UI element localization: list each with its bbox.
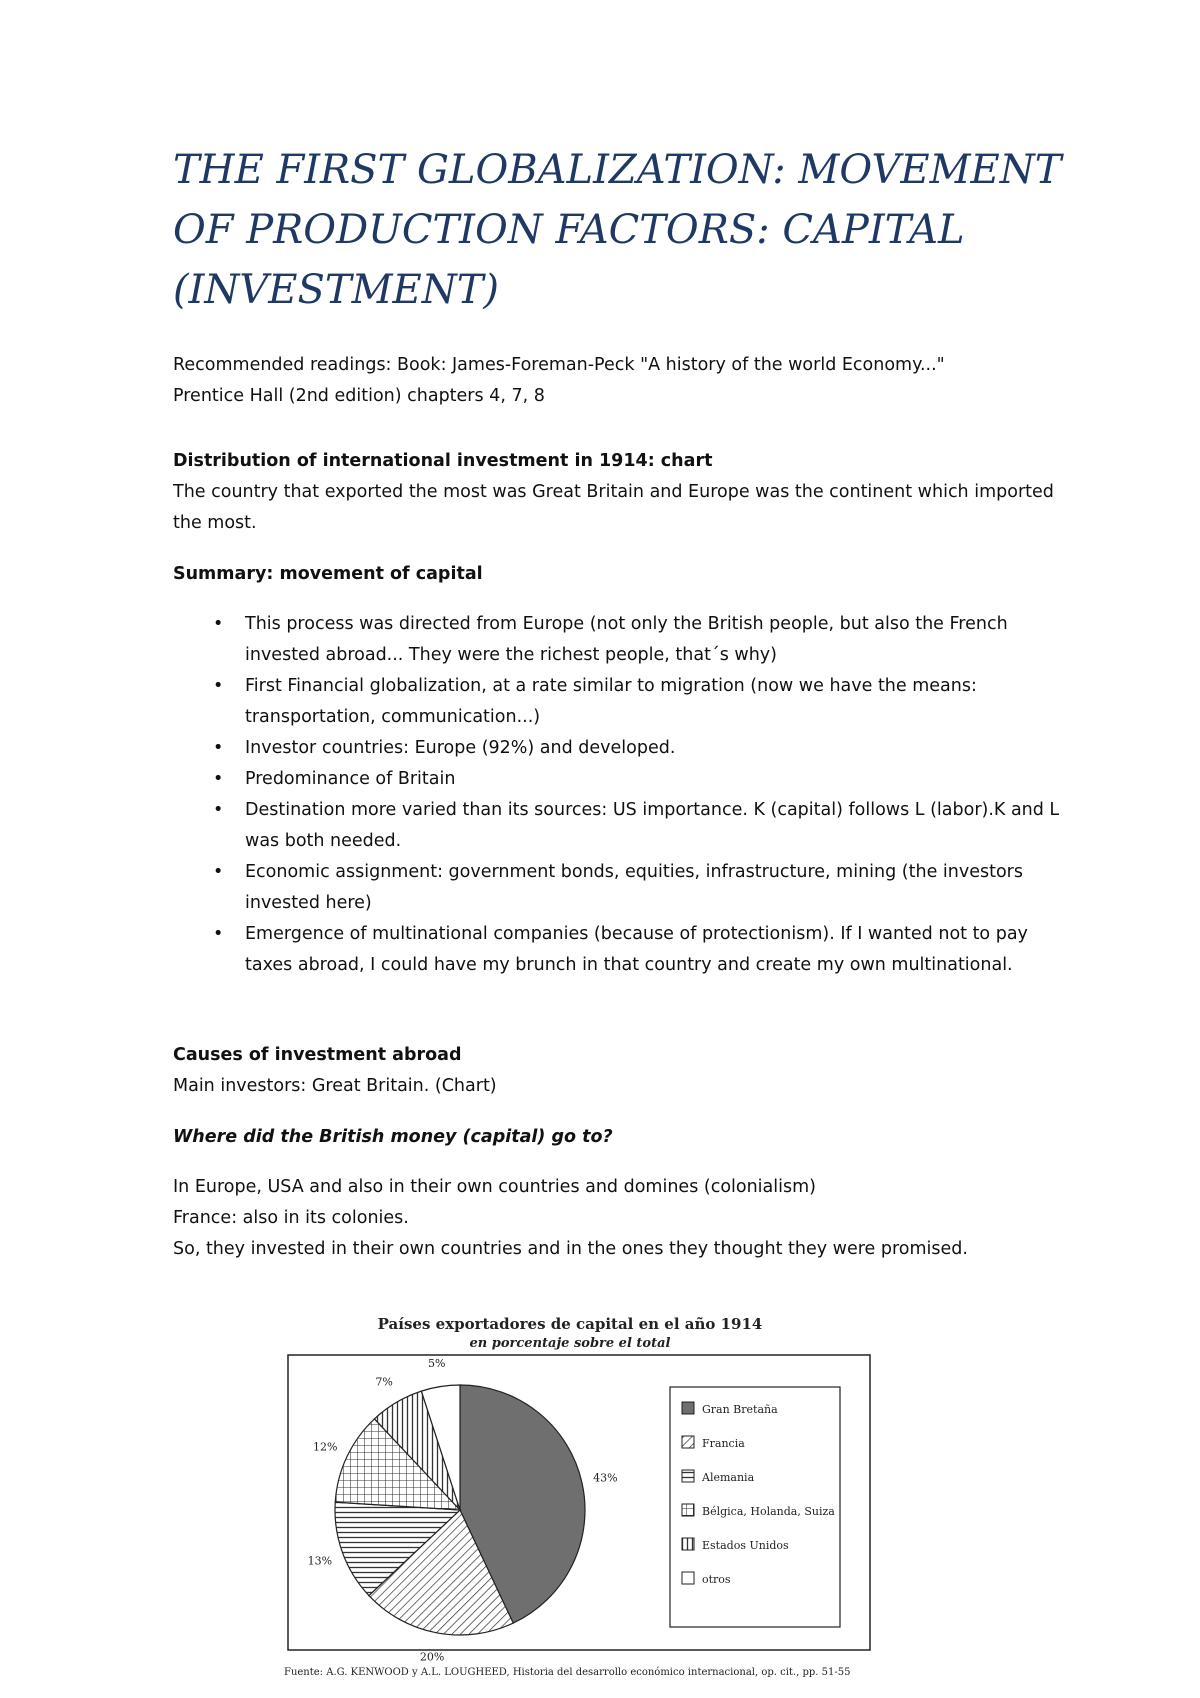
readings-line-1: Recommended readings: Book: James-Foreman-Peck "A history of the world Economy..." bbox=[173, 355, 945, 375]
legend-swatch bbox=[682, 1402, 694, 1414]
where-line-2: France: also in its colonies. bbox=[173, 1208, 409, 1228]
slice-label: 43% bbox=[593, 1471, 618, 1485]
slice-label: 12% bbox=[312, 1440, 338, 1454]
list-item: • Predominance of Britain bbox=[173, 764, 1073, 795]
summary-heading: Summary: movement of capital bbox=[173, 564, 483, 584]
legend-swatch bbox=[682, 1572, 694, 1584]
causes-heading: Causes of investment abroad bbox=[173, 1045, 462, 1065]
chart-subtitle: en porcentaje sobre el total bbox=[469, 1336, 671, 1351]
legend-label: Alemania bbox=[702, 1471, 755, 1484]
list-item: • Economic assignment: government bonds, equities, infrastructure, mining (the investors invested here) bbox=[173, 857, 1073, 919]
list-item: • Investor countries: Europe (92%) and developed. bbox=[173, 733, 1073, 764]
legend-swatch bbox=[682, 1538, 694, 1550]
chart-source: Fuente: A.G. KENWOOD y A.L. LOUGHEED, Historia del desarrollo económico internacional, op. cit., pp. 51-55 bbox=[284, 1667, 851, 1678]
legend-label: otros bbox=[702, 1573, 731, 1586]
legend-swatch bbox=[682, 1436, 694, 1448]
distribution-section bbox=[173, 446, 1073, 539]
causes-text: Main investors: Great Britain. (Chart) bbox=[173, 1076, 497, 1096]
legend-label: Estados Unidos bbox=[702, 1539, 789, 1552]
legend-label: Gran Bretaña bbox=[702, 1403, 778, 1416]
summary-list bbox=[173, 609, 1073, 981]
list-item: • This process was directed from Europe (not only the British people, but also the French invested abroad... They were the richest people, that´s why) bbox=[173, 609, 1073, 671]
slice-label: 5% bbox=[427, 1356, 446, 1370]
readings-line-2: Prentice Hall (2nd edition) chapters 4, 7, 8 bbox=[173, 386, 545, 406]
where-line-3: So, they invested in their own countries and in the ones they thought they were promised. bbox=[173, 1239, 968, 1259]
legend-label: Bélgica, Holanda, Suiza bbox=[702, 1505, 835, 1518]
distribution-text: The country that exported the most was Great Britain and Europe was the continent which imported the most. bbox=[173, 482, 1054, 533]
slice-label: 20% bbox=[419, 1650, 445, 1664]
slice-label: 13% bbox=[307, 1554, 333, 1568]
legend-swatch bbox=[682, 1504, 694, 1516]
recommended-readings bbox=[173, 350, 1073, 412]
where-line-1: In Europe, USA and also in their own countries and domines (colonialism) bbox=[173, 1177, 816, 1197]
where-question: Where did the British money (capital) go to? bbox=[173, 1127, 613, 1147]
pie-slices bbox=[335, 1385, 585, 1635]
distribution-heading: Distribution of international investment in 1914: chart bbox=[173, 451, 713, 471]
chart-legend bbox=[682, 1402, 835, 1586]
list-item: • Emergence of multinational companies (because of protectionism). If I wanted not to pay taxes abroad, I could have my brunch in that country and create my own multinational. bbox=[173, 919, 1073, 981]
list-item: • First Financial globalization, at a rate similar to migration (now we have the means: transportation, communication...) bbox=[173, 671, 1073, 733]
list-item: • Destination more varied than its sources: US importance. K (capital) follows L (labor).K and L was both needed. bbox=[173, 795, 1073, 857]
chart-title: Países exportadores de capital en el año 1914 bbox=[377, 1315, 763, 1333]
causes-section bbox=[173, 1040, 1073, 1102]
page-title: THE FIRST GLOBALIZATION: MOVEMENT OF PRODUCTION FACTORS: CAPITAL (INVESTMENT) bbox=[173, 147, 1062, 313]
legend-label: Francia bbox=[702, 1437, 745, 1450]
legend-swatch bbox=[682, 1470, 694, 1482]
pie-chart bbox=[280, 1305, 900, 1685]
where-answer bbox=[173, 1172, 1073, 1265]
slice-label: 7% bbox=[375, 1375, 393, 1389]
